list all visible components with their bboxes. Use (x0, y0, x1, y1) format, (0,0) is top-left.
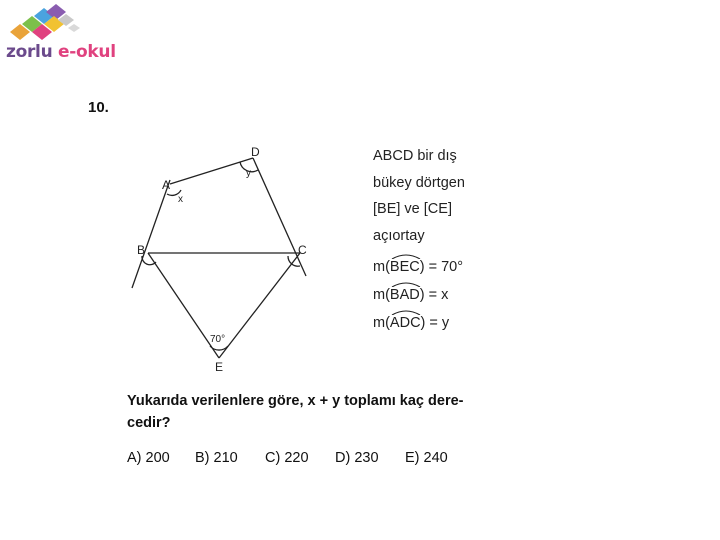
choice-b[interactable]: B) 210 (195, 450, 238, 466)
choice-a[interactable]: A) 200 (127, 450, 170, 466)
logo-brand-text: zorlu (6, 42, 53, 62)
formula-angle: ADC (389, 315, 421, 331)
label-angle-e: 70° (210, 334, 226, 345)
formula-angle: BAD (389, 287, 420, 303)
choice-d[interactable]: D) 230 (335, 450, 379, 466)
label-point-b: B (137, 243, 146, 257)
arc-accent-icon (390, 281, 422, 287)
label-point-e: E (215, 360, 224, 374)
formula-angle: BEC (389, 259, 420, 275)
given-info (373, 143, 465, 249)
formula-prefix: m( (373, 287, 390, 303)
formula-suffix: ) = y (420, 315, 450, 331)
label-point-d: D (251, 145, 260, 159)
logo-cubes-icon (2, 2, 102, 44)
formula-prefix: m( (373, 315, 390, 331)
label-angle-y: y (246, 168, 251, 179)
question-number: 10. (88, 99, 109, 116)
formula-suffix: ) = 70° (419, 259, 464, 275)
line-ba (132, 180, 170, 288)
line-dc (253, 158, 306, 276)
label-point-a: A (162, 178, 171, 192)
info-line-4: açıortay (373, 227, 425, 244)
question-line-1: Yukarıda verilenlere göre, x + y toplamı kaç dere- (127, 393, 464, 409)
info-line-2: bükey dörtgen (373, 174, 465, 191)
zorlu-eokul-logo (2, 2, 116, 64)
logo-sub-text: e-okul (58, 42, 116, 62)
info-line-1: ABCD bir dış (373, 148, 457, 164)
answer-choices (127, 450, 448, 466)
formula-bad (373, 284, 448, 303)
question-text (127, 390, 463, 434)
label-point-c: C (298, 243, 307, 257)
formula-bec (373, 256, 463, 275)
label-angle-x: x (178, 194, 183, 205)
angle-b-arc (142, 256, 156, 265)
info-line-3: [BE] ve [CE] (373, 201, 452, 217)
choice-c[interactable]: C) 220 (265, 450, 309, 466)
formula-adc (373, 312, 449, 331)
arc-accent-icon (390, 309, 422, 315)
segment-ce (219, 253, 300, 358)
question-line-2: cedir? (127, 415, 171, 431)
arc-accent-icon (390, 253, 422, 259)
formula-prefix: m( (373, 259, 390, 275)
segment-be (148, 253, 219, 358)
choice-e[interactable]: E) 240 (405, 450, 448, 466)
formula-suffix: ) = x (419, 287, 449, 303)
